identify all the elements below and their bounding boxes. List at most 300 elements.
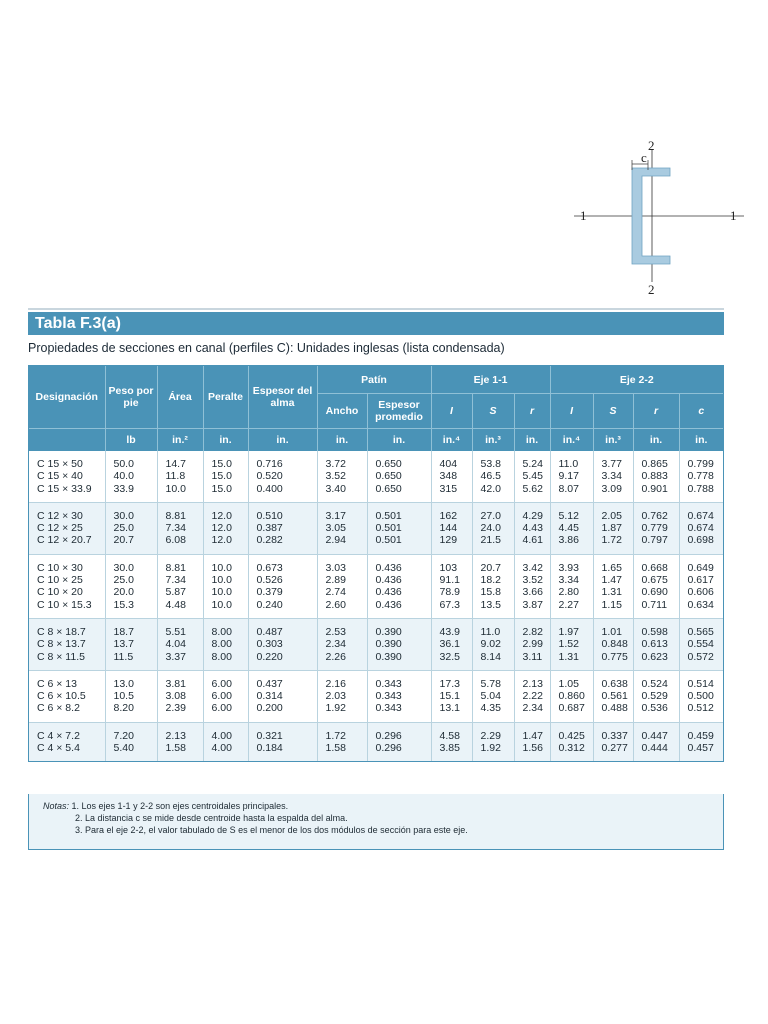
- value-cell: [367, 451, 431, 502]
- axis-2-top-label: 2: [648, 138, 655, 153]
- value-text: 3.40: [325, 482, 346, 495]
- value-cell: [105, 554, 157, 618]
- value-text: 3.34: [601, 470, 622, 483]
- value-text: 144: [439, 522, 458, 535]
- designation-text: C 15 × 33.9: [37, 482, 92, 495]
- value-text: 0.447: [641, 729, 668, 742]
- header-espesor-alma: Espesor del alma: [248, 366, 317, 429]
- value-text: 0.775: [601, 650, 628, 663]
- designation-cell: [29, 451, 105, 502]
- value-text: 40.0: [113, 470, 134, 483]
- value-cell: [550, 502, 593, 554]
- value-cell: [472, 618, 514, 670]
- value-text: 1.58: [325, 742, 346, 755]
- value-text: 5.04: [480, 690, 501, 703]
- value-text: 1.92: [480, 742, 501, 755]
- value-text: 0.343: [375, 677, 402, 690]
- value-cell: [317, 554, 367, 618]
- value-cell: [248, 554, 317, 618]
- unit-cell: in.⁴: [550, 429, 593, 452]
- table-title: Tabla F.3(a): [28, 312, 724, 335]
- value-text: 0.572: [687, 650, 714, 663]
- designation-text: C 10 × 15.3: [37, 598, 92, 611]
- value-text: 6.08: [165, 534, 186, 547]
- value-text: 3.05: [325, 522, 346, 535]
- value-text: 25.0: [113, 574, 134, 587]
- header-s-22: S: [593, 394, 633, 429]
- value-text: 2.34: [522, 702, 543, 715]
- value-text: 0.634: [687, 598, 714, 611]
- value-text: 0.500: [687, 690, 714, 703]
- unit-cell: in.⁴: [431, 429, 472, 452]
- value-cell: [633, 670, 679, 722]
- designation-text: C 6 × 13: [37, 677, 77, 690]
- value-text: 0.459: [687, 729, 714, 742]
- value-text: 11.5: [113, 650, 134, 663]
- value-cell: [317, 670, 367, 722]
- value-cell: [431, 451, 472, 502]
- value-text: 0.321: [256, 729, 283, 742]
- value-text: 10.0: [165, 482, 186, 495]
- value-text: 0.779: [641, 522, 668, 535]
- value-text: 404: [439, 458, 458, 470]
- value-text: 3.08: [165, 690, 186, 703]
- value-text: 0.436: [375, 598, 402, 611]
- unit-cell: in.³: [593, 429, 633, 452]
- value-text: 1.15: [601, 598, 622, 611]
- value-text: 30.0: [113, 509, 134, 522]
- value-text: 0.617: [687, 574, 714, 587]
- value-text: 0.240: [256, 598, 283, 611]
- value-cell: [679, 618, 723, 670]
- value-text: 0.649: [687, 561, 714, 574]
- value-text: 8.14: [480, 650, 501, 663]
- value-text: 0.457: [687, 742, 714, 755]
- value-cell: [157, 502, 203, 554]
- axis-1-left-label: 1: [580, 208, 587, 223]
- value-text: 0.536: [641, 702, 668, 715]
- header-i-11: I: [431, 394, 472, 429]
- value-text: 0.650: [375, 482, 402, 495]
- value-text: 2.26: [325, 650, 346, 663]
- value-text: 15.0: [211, 482, 232, 495]
- value-cell: [431, 554, 472, 618]
- value-text: 0.501: [375, 509, 402, 522]
- value-text: 2.53: [325, 625, 346, 638]
- value-text: 13.1: [439, 702, 460, 715]
- value-text: 2.34: [325, 638, 346, 651]
- value-text: 0.200: [256, 702, 283, 715]
- value-text: 12.0: [211, 522, 232, 535]
- value-cell: [203, 670, 248, 722]
- header-designacion: Designación: [29, 366, 105, 429]
- table-row-group: [29, 722, 723, 761]
- unit-cell: in.: [633, 429, 679, 452]
- value-cell: [248, 722, 317, 761]
- value-text: 0.650: [375, 470, 402, 483]
- unit-cell: in.: [317, 429, 367, 452]
- note-1: 1. Los ejes 1-1 y 2-2 son ejes centroidales principales.: [71, 801, 289, 811]
- value-text: 12.0: [211, 509, 232, 522]
- header-espesor-promedio: Espesor promedio: [367, 394, 431, 429]
- value-cell: [431, 670, 472, 722]
- designation-text: C 15 × 50: [37, 458, 83, 470]
- value-cell: [472, 722, 514, 761]
- value-cell: [472, 502, 514, 554]
- value-text: 8.81: [165, 509, 186, 522]
- value-cell: [367, 618, 431, 670]
- value-text: 4.43: [522, 522, 543, 535]
- value-text: 0.698: [687, 534, 714, 547]
- value-text: 0.526: [256, 574, 283, 587]
- value-text: 0.437: [256, 677, 283, 690]
- value-text: 3.37: [165, 650, 186, 663]
- axis-2-bottom-label: 2: [648, 282, 655, 297]
- value-text: 348: [439, 470, 458, 483]
- value-text: 4.29: [522, 509, 543, 522]
- value-cell: [367, 502, 431, 554]
- value-text: 0.524: [641, 677, 668, 690]
- value-text: 43.9: [439, 625, 460, 638]
- value-text: 0.797: [641, 534, 668, 547]
- header-c-22: c: [679, 394, 723, 429]
- value-text: 1.72: [601, 534, 622, 547]
- value-cell: [472, 451, 514, 502]
- value-text: 0.520: [256, 470, 283, 483]
- designation-text: C 6 × 8.2: [37, 702, 80, 715]
- value-text: 4.58: [439, 729, 460, 742]
- value-cell: [317, 618, 367, 670]
- value-text: 0.488: [601, 702, 628, 715]
- value-text: 5.87: [165, 586, 186, 599]
- value-text: 0.501: [375, 522, 402, 535]
- value-cell: [105, 618, 157, 670]
- value-text: 0.690: [641, 586, 668, 599]
- value-text: 1.56: [522, 742, 543, 755]
- designation-text: C 10 × 25: [37, 574, 83, 587]
- value-text: 0.436: [375, 561, 402, 574]
- value-text: 27.0: [480, 509, 501, 522]
- value-text: 2.29: [480, 729, 501, 742]
- value-cell: [105, 502, 157, 554]
- value-text: 1.47: [522, 729, 543, 742]
- value-text: 9.17: [558, 470, 579, 483]
- value-text: 2.74: [325, 586, 346, 599]
- value-text: 0.400: [256, 482, 283, 495]
- value-text: 0.901: [641, 482, 668, 495]
- value-text: 25.0: [113, 522, 134, 535]
- value-text: 0.674: [687, 509, 714, 522]
- value-text: 3.11: [522, 650, 543, 663]
- value-text: 15.0: [211, 458, 232, 470]
- value-text: 5.78: [480, 677, 501, 690]
- value-text: 0.799: [687, 458, 714, 470]
- value-text: 6.00: [211, 690, 232, 703]
- value-text: 2.60: [325, 598, 346, 611]
- value-cell: [248, 502, 317, 554]
- value-text: 0.296: [375, 742, 402, 755]
- value-text: 1.31: [601, 586, 622, 599]
- value-text: 3.85: [439, 742, 460, 755]
- value-text: 1.87: [601, 522, 622, 535]
- value-text: 1.72: [325, 729, 346, 742]
- unit-cell: in.: [514, 429, 550, 452]
- value-cell: [157, 554, 203, 618]
- unit-cell: in.: [248, 429, 317, 452]
- value-text: 0.436: [375, 574, 402, 587]
- value-cell: [317, 502, 367, 554]
- value-cell: [593, 554, 633, 618]
- value-cell: [431, 502, 472, 554]
- value-text: 50.0: [113, 458, 134, 470]
- value-text: 3.52: [325, 470, 346, 483]
- value-cell: [514, 618, 550, 670]
- value-text: 2.99: [522, 638, 543, 651]
- value-text: 0.638: [601, 677, 628, 690]
- value-text: 15.0: [211, 470, 232, 483]
- value-cell: [550, 722, 593, 761]
- c-label: c: [641, 150, 647, 165]
- table-body: [29, 451, 723, 761]
- value-text: 5.12: [558, 509, 579, 522]
- value-text: 4.00: [211, 742, 232, 755]
- value-text: 17.3: [439, 677, 460, 690]
- value-text: 2.03: [325, 690, 346, 703]
- value-text: 36.1: [439, 638, 460, 651]
- value-text: 0.674: [687, 522, 714, 535]
- value-cell: [514, 451, 550, 502]
- header-ancho: Ancho: [317, 394, 367, 429]
- value-text: 53.8: [480, 458, 501, 470]
- value-cell: [157, 618, 203, 670]
- value-text: 8.20: [113, 702, 134, 715]
- value-text: 0.390: [375, 638, 402, 651]
- value-text: 10.5: [113, 690, 134, 703]
- value-text: 18.2: [480, 574, 501, 587]
- value-text: 13.5: [480, 598, 501, 611]
- value-text: 10.0: [211, 574, 232, 587]
- value-text: 0.848: [601, 638, 628, 651]
- notes-box: [28, 794, 724, 850]
- value-text: 1.01: [601, 625, 622, 638]
- value-text: 15.1: [439, 690, 460, 703]
- value-text: 0.184: [256, 742, 283, 755]
- value-text: 1.47: [601, 574, 622, 587]
- value-text: 2.39: [165, 702, 186, 715]
- value-text: 0.711: [641, 598, 668, 611]
- designation-cell: [29, 722, 105, 761]
- value-text: 20.7: [480, 561, 501, 574]
- note-3: 3. Para el eje 2-2, el valor tabulado de S es el menor de los dos módulos de sección para este eje.: [75, 825, 468, 835]
- value-text: 32.5: [439, 650, 460, 663]
- designation-text: C 15 × 40: [37, 470, 83, 483]
- value-cell: [203, 502, 248, 554]
- value-text: 0.788: [687, 482, 714, 495]
- value-text: 18.7: [113, 625, 134, 638]
- value-cell: [593, 670, 633, 722]
- value-cell: [367, 554, 431, 618]
- value-text: 0.565: [687, 625, 714, 638]
- value-text: 0.650: [375, 458, 402, 470]
- value-text: 91.1: [439, 574, 460, 587]
- value-text: 3.66: [522, 586, 543, 599]
- value-text: 11.8: [165, 470, 186, 483]
- value-cell: [514, 554, 550, 618]
- value-cell: [203, 618, 248, 670]
- value-text: 20.7: [113, 534, 134, 547]
- designation-text: C 12 × 30: [37, 509, 83, 522]
- value-text: 0.277: [601, 742, 628, 755]
- designation-text: C 10 × 30: [37, 561, 83, 574]
- value-text: 11.0: [558, 458, 579, 470]
- header-patin: Patín: [317, 366, 431, 394]
- value-text: 3.81: [165, 677, 186, 690]
- channel-section-diagram: [574, 138, 744, 298]
- value-text: 8.07: [558, 482, 579, 495]
- value-cell: [157, 722, 203, 761]
- value-text: 0.303: [256, 638, 283, 651]
- value-text: 10.0: [211, 586, 232, 599]
- value-cell: [105, 670, 157, 722]
- value-cell: [633, 618, 679, 670]
- value-text: 14.7: [165, 458, 186, 470]
- value-text: 8.00: [211, 650, 232, 663]
- value-text: 7.34: [165, 522, 186, 535]
- value-cell: [550, 451, 593, 502]
- value-cell: [593, 451, 633, 502]
- value-text: 0.554: [687, 638, 714, 651]
- value-cell: [550, 670, 593, 722]
- value-text: 0.623: [641, 650, 668, 663]
- value-text: 0.860: [558, 690, 585, 703]
- value-text: 6.00: [211, 702, 232, 715]
- value-cell: [633, 722, 679, 761]
- value-text: 0.883: [641, 470, 668, 483]
- value-cell: [203, 554, 248, 618]
- value-text: 3.72: [325, 458, 346, 470]
- value-text: 2.13: [165, 729, 186, 742]
- unit-cell: in.³: [472, 429, 514, 452]
- value-cell: [317, 722, 367, 761]
- value-text: 0.390: [375, 625, 402, 638]
- value-text: 0.379: [256, 586, 283, 599]
- value-text: 0.514: [687, 677, 714, 690]
- table-row-group: [29, 502, 723, 554]
- value-cell: [550, 554, 593, 618]
- value-cell: [317, 451, 367, 502]
- value-text: 0.487: [256, 625, 283, 638]
- header-s-11: S: [472, 394, 514, 429]
- value-text: 10.0: [211, 598, 232, 611]
- designation-cell: [29, 618, 105, 670]
- value-cell: [514, 722, 550, 761]
- value-cell: [203, 451, 248, 502]
- value-text: 0.613: [641, 638, 668, 651]
- value-text: 2.80: [558, 586, 579, 599]
- value-text: 3.87: [522, 598, 543, 611]
- value-text: 6.00: [211, 677, 232, 690]
- value-text: 0.343: [375, 690, 402, 703]
- value-text: 5.24: [522, 458, 543, 470]
- value-cell: [593, 618, 633, 670]
- value-text: 7.34: [165, 574, 186, 587]
- value-text: 0.687: [558, 702, 585, 715]
- value-text: 1.58: [165, 742, 186, 755]
- designation-text: C 4 × 5.4: [37, 742, 80, 755]
- value-text: 13.0: [113, 677, 134, 690]
- value-text: 0.598: [641, 625, 668, 638]
- value-text: 315: [439, 482, 458, 495]
- value-text: 24.0: [480, 522, 501, 535]
- header-peso: Peso por pie: [105, 366, 157, 429]
- value-cell: [679, 722, 723, 761]
- value-cell: [472, 554, 514, 618]
- value-text: 0.762: [641, 509, 668, 522]
- value-cell: [550, 618, 593, 670]
- value-cell: [679, 554, 723, 618]
- value-cell: [593, 722, 633, 761]
- value-text: 0.716: [256, 458, 283, 470]
- value-text: 1.65: [601, 561, 622, 574]
- value-cell: [105, 451, 157, 502]
- value-text: 2.13: [522, 677, 543, 690]
- value-cell: [248, 670, 317, 722]
- unit-cell: in.: [367, 429, 431, 452]
- table-row-group: [29, 618, 723, 670]
- value-text: 2.27: [558, 598, 579, 611]
- value-text: 103: [439, 561, 458, 574]
- value-text: 7.20: [113, 729, 134, 742]
- table-row-group: [29, 554, 723, 618]
- value-text: 78.9: [439, 586, 460, 599]
- notes-label: Notas:: [43, 801, 70, 811]
- value-cell: [514, 670, 550, 722]
- axis-1-right-label: 1: [730, 208, 737, 223]
- header-peralte: Peralte: [203, 366, 248, 429]
- header-r-11: r: [514, 394, 550, 429]
- value-text: 0.436: [375, 586, 402, 599]
- value-text: 10.0: [211, 561, 232, 574]
- value-text: 15.8: [480, 586, 501, 599]
- value-text: 8.00: [211, 638, 232, 651]
- value-text: 0.668: [641, 561, 668, 574]
- value-text: 3.09: [601, 482, 622, 495]
- value-text: 129: [439, 534, 458, 547]
- value-text: 0.512: [687, 702, 714, 715]
- value-text: 3.52: [522, 574, 543, 587]
- value-text: 3.03: [325, 561, 346, 574]
- value-text: 2.82: [522, 625, 543, 638]
- value-text: 4.45: [558, 522, 579, 535]
- value-text: 12.0: [211, 534, 232, 547]
- unit-cell: in.: [679, 429, 723, 452]
- value-text: 15.3: [113, 598, 134, 611]
- value-text: 5.62: [522, 482, 543, 495]
- value-text: 21.5: [480, 534, 501, 547]
- value-text: 0.425: [558, 729, 585, 742]
- value-cell: [248, 451, 317, 502]
- value-text: 3.93: [558, 561, 579, 574]
- value-text: 0.343: [375, 702, 402, 715]
- value-text: 2.16: [325, 677, 346, 690]
- value-text: 3.77: [601, 458, 622, 470]
- value-text: 0.510: [256, 509, 283, 522]
- designation-text: C 12 × 25: [37, 522, 83, 535]
- table-row-group: [29, 451, 723, 502]
- value-text: 11.0: [480, 625, 501, 638]
- value-text: 2.94: [325, 534, 346, 547]
- value-text: 0.778: [687, 470, 714, 483]
